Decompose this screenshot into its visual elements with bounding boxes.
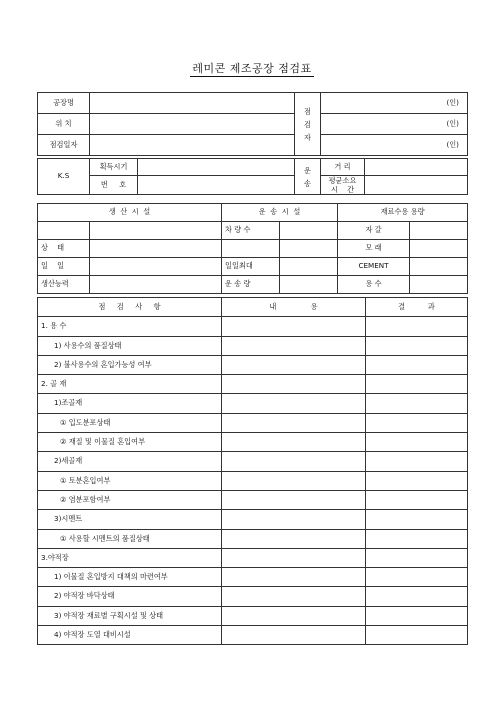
status-label: 상 태 [38,240,90,258]
content-field[interactable] [222,587,366,606]
daily-label: 일 일 [38,258,90,276]
check-item: ① 사용할 시멘트의 품질상태 [38,529,222,548]
location-label: 위 치 [38,114,90,135]
content-field[interactable] [222,490,366,509]
content-field[interactable] [222,433,366,452]
daily-max-field[interactable] [280,258,338,276]
check-item: ② 재질 및 이물질 혼입여부 [38,433,222,452]
sand-field[interactable] [410,240,468,258]
transport-header: 운 송 시 설 [222,204,338,222]
result-field[interactable] [366,529,468,548]
result-field[interactable] [366,606,468,625]
facilities-table [37,203,468,294]
date-field[interactable] [90,135,295,156]
result-field[interactable] [366,510,468,529]
date-label: 점검일자 [38,135,90,156]
production-header: 생 산 시 설 [38,204,222,222]
gravel-field[interactable] [410,222,468,240]
content-field[interactable] [222,355,366,374]
inspector-seal-1[interactable]: (인) [321,93,468,114]
number-label: 번 호 [90,176,138,195]
check-item: 4) 야적장 도열 대비시설 [38,626,222,645]
inspector-label: 점 검 자 [295,93,321,156]
factory-name-label: 공장명 [38,93,90,114]
cement-field[interactable] [410,258,468,276]
ks-label: K.S [38,159,90,195]
distance-label: 거 리 [321,159,365,176]
content-field[interactable] [222,548,366,567]
water-label: 용 수 [338,276,410,294]
check-item: 2)세골재 [38,452,222,471]
checklist-table [37,297,468,645]
material-header: 재료수용 용량 [338,204,468,222]
daily-field[interactable] [90,258,222,276]
result-field[interactable] [366,490,468,509]
result-field[interactable] [366,471,468,490]
content-field[interactable] [222,510,366,529]
capacity-label: 생산능력 [38,276,90,294]
header-table [37,92,468,156]
check-item: 2) 야적장 바닥상태 [38,587,222,606]
distance-field[interactable] [365,159,468,176]
check-item: 1. 용 수 [38,317,222,336]
transport-label: 운 송 [295,159,321,195]
sand-label: 모 래 [338,240,410,258]
content-field[interactable] [222,336,366,355]
number-field[interactable] [138,176,295,195]
blank-cell [90,222,222,240]
acquired-field[interactable] [138,159,295,176]
result-field[interactable] [366,548,468,567]
inspector-seal-2[interactable]: (인) [321,114,468,135]
avg-time-field[interactable] [365,176,468,195]
gravel-label: 자 갈 [338,222,410,240]
content-field[interactable] [222,413,366,432]
check-item: ② 염분포함여부 [38,490,222,509]
result-header: 결 과 [366,298,468,317]
result-field[interactable] [366,394,468,413]
daily-max-label: 일일최대 [222,258,280,276]
content-field[interactable] [222,529,366,548]
ks-table [37,158,468,195]
blank-cell [38,222,90,240]
content-field[interactable] [222,375,366,394]
result-field[interactable] [366,587,468,606]
form-title: 레미콘 제조공장 점검표 [192,62,312,75]
inspector-seal-3[interactable]: (인) [321,135,468,156]
result-field[interactable] [366,375,468,394]
cement-label: CEMENT [338,258,410,276]
result-field[interactable] [366,568,468,587]
transport-vol-field[interactable] [280,276,338,294]
content-field[interactable] [222,452,366,471]
content-field[interactable] [222,317,366,336]
capacity-field[interactable] [90,276,222,294]
content-header: 내 용 [222,298,366,317]
acquired-label: 획득시기 [90,159,138,176]
result-field[interactable] [366,317,468,336]
factory-name-field[interactable] [90,93,295,114]
check-item: 2) 불사용수의 혼입가능성 여부 [38,355,222,374]
check-item: 3)시멘트 [38,510,222,529]
result-field[interactable] [366,433,468,452]
location-field[interactable] [90,114,295,135]
water-field[interactable] [410,276,468,294]
result-field[interactable] [366,355,468,374]
check-item: 1)조골재 [38,394,222,413]
blank-cell [280,240,338,258]
content-field[interactable] [222,394,366,413]
content-field[interactable] [222,471,366,490]
status-field[interactable] [90,240,222,258]
content-field[interactable] [222,606,366,625]
result-field[interactable] [366,452,468,471]
result-field[interactable] [366,626,468,645]
avg-time-label: 평균소요 시 간 [321,176,365,195]
blank-cell [222,240,280,258]
result-field[interactable] [366,413,468,432]
check-item: 1) 이물질 혼입방지 대책의 마련여부 [38,568,222,587]
check-item: 1) 사용수의 품질상태 [38,336,222,355]
check-item: 3) 야적장 재료별 구획시설 및 상태 [38,606,222,625]
vehicles-label: 차 량 수 [222,222,280,240]
result-field[interactable] [366,336,468,355]
check-item: ① 토분혼입여부 [38,471,222,490]
content-field[interactable] [222,626,366,645]
check-item: ① 입도분포상태 [38,413,222,432]
check-item: 3.야적장 [38,548,222,567]
transport-vol-label: 운 송 량 [222,276,280,294]
content-field[interactable] [222,568,366,587]
vehicles-field[interactable] [280,222,338,240]
items-header: 점 검 사 항 [38,298,222,317]
check-item: 2. 골 재 [38,375,222,394]
